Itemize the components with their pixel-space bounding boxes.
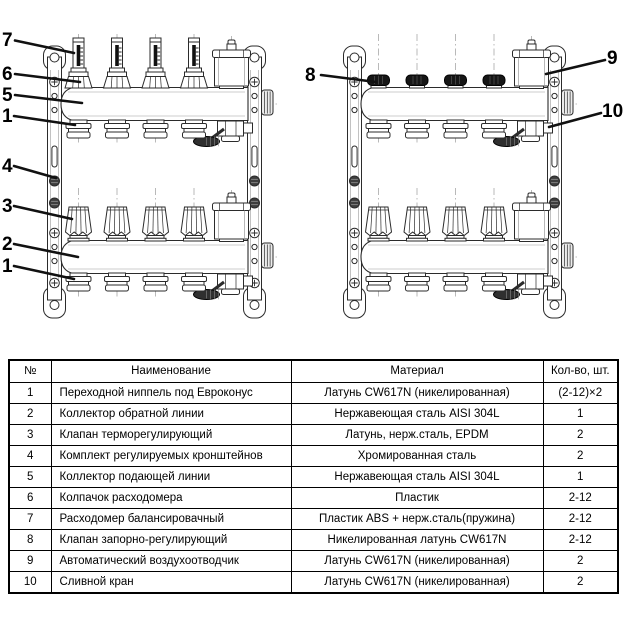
table-row bbox=[9, 383, 618, 404]
callout-3: 3 bbox=[2, 196, 13, 217]
parts-table bbox=[8, 359, 619, 594]
shutoff-valve-cap bbox=[445, 75, 467, 88]
cell-material: Латунь CW617N (никелированная) bbox=[291, 551, 543, 572]
callout-1b: 1 bbox=[2, 256, 13, 277]
flow-meter bbox=[181, 38, 208, 88]
cell-name: Переходной ниппель под Евроконус bbox=[51, 383, 291, 404]
cell-num: 10 bbox=[9, 572, 51, 594]
cell-qty: 2 bbox=[543, 425, 618, 446]
cell-material: Латунь, нерж.сталь, EPDM bbox=[291, 425, 543, 446]
cell-num: 9 bbox=[9, 551, 51, 572]
callout-10: 10 bbox=[602, 101, 624, 122]
table-row bbox=[9, 509, 618, 530]
cell-qty: 1 bbox=[543, 404, 618, 425]
callout-1a: 1 bbox=[2, 106, 13, 127]
header-qty: Кол-во, шт. bbox=[543, 360, 618, 383]
table-row bbox=[9, 530, 618, 551]
cell-name: Клапан терморегулирующий bbox=[51, 425, 291, 446]
callout-8: 8 bbox=[305, 65, 316, 86]
cell-name: Колпачок расходомера bbox=[51, 488, 291, 509]
cell-material: Нержавеющая сталь AISI 304L bbox=[291, 467, 543, 488]
callout-5: 5 bbox=[2, 85, 13, 106]
cell-material: Пластик bbox=[291, 488, 543, 509]
flow-meter bbox=[142, 38, 169, 88]
cell-material: Латунь CW617N (никелированная) bbox=[291, 572, 543, 594]
cell-name: Комплект регулируемых кронштейнов bbox=[51, 446, 291, 467]
cell-num: 4 bbox=[9, 446, 51, 467]
header-num: № bbox=[9, 360, 51, 383]
callout-4: 4 bbox=[2, 156, 13, 177]
cell-qty: 2 bbox=[543, 551, 618, 572]
header-name: Наименование bbox=[51, 360, 291, 383]
table-row bbox=[9, 467, 618, 488]
table-row bbox=[9, 488, 618, 509]
cell-material: Нержавеющая сталь AISI 304L bbox=[291, 404, 543, 425]
flow-meter bbox=[104, 38, 131, 88]
cell-name: Расходомер балансировачный bbox=[51, 509, 291, 530]
callout-9: 9 bbox=[607, 48, 618, 69]
cell-num: 1 bbox=[9, 383, 51, 404]
cell-name: Коллектор подающей линии bbox=[51, 467, 291, 488]
cell-qty: 2 bbox=[543, 572, 618, 594]
shutoff-valve-cap bbox=[483, 75, 505, 88]
assembly-back-view bbox=[344, 34, 581, 318]
cell-material: Никелированная латунь CW617N bbox=[291, 530, 543, 551]
cell-qty: 2-12 bbox=[543, 509, 618, 530]
cell-num: 7 bbox=[9, 509, 51, 530]
cell-num: 8 bbox=[9, 530, 51, 551]
header-material: Материал bbox=[291, 360, 543, 383]
cell-num: 3 bbox=[9, 425, 51, 446]
cell-qty: 2 bbox=[543, 446, 618, 467]
cell-qty: (2-12)×2 bbox=[543, 383, 618, 404]
shutoff-valve-cap bbox=[406, 75, 428, 88]
cell-name: Автоматический воздухоотводчик bbox=[51, 551, 291, 572]
callout-6: 6 bbox=[2, 64, 13, 85]
cell-material: Хромированная сталь bbox=[291, 446, 543, 467]
assembly-front-view bbox=[44, 34, 281, 318]
table-row bbox=[9, 446, 618, 467]
cell-qty: 1 bbox=[543, 467, 618, 488]
cell-name: Клапан запорно-регулирующий bbox=[51, 530, 291, 551]
cell-qty: 2-12 bbox=[543, 488, 618, 509]
callout-2: 2 bbox=[2, 234, 13, 255]
cell-name: Сливной кран bbox=[51, 572, 291, 594]
cell-num: 2 bbox=[9, 404, 51, 425]
cell-material: Пластик ABS + нерж.сталь(пружина) bbox=[291, 509, 543, 530]
cell-qty: 2-12 bbox=[543, 530, 618, 551]
table-row bbox=[9, 551, 618, 572]
table-row bbox=[9, 572, 618, 594]
cell-num: 6 bbox=[9, 488, 51, 509]
cell-name: Коллектор обратной линии bbox=[51, 404, 291, 425]
cell-num: 5 bbox=[9, 467, 51, 488]
table-row bbox=[9, 404, 618, 425]
table-row bbox=[9, 425, 618, 446]
cell-material: Латунь CW617N (никелированная) bbox=[291, 383, 543, 404]
table-header-row bbox=[9, 360, 618, 383]
callout-7: 7 bbox=[2, 30, 13, 51]
